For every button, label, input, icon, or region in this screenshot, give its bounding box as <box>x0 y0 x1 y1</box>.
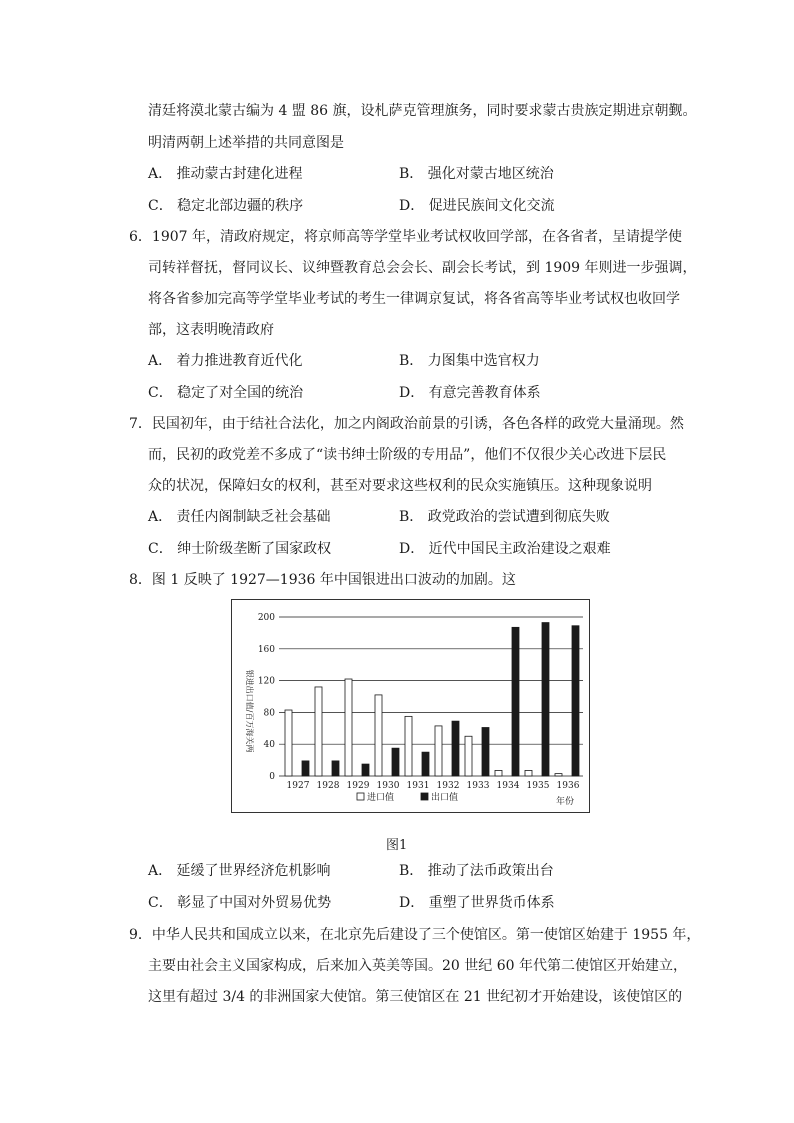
legend-label: 出口值 <box>431 793 459 803</box>
question-8-text-line-1: 8．图 1 反映了 1927—1936 年中国银进出口波动的加剧。这 <box>129 572 516 588</box>
legend-label: 进口值 <box>367 793 395 803</box>
chart-legend <box>357 791 458 803</box>
q5-option-b[interactable]: B． 强化对蒙古地区统治 <box>399 166 554 182</box>
question-7-text-line-1: 7．民国初年，由于结社合法化，加之内阁政治前景的引诱，各色各样的政党大量涌现。然 <box>129 416 684 432</box>
q6-option-a[interactable]: A． 着力推进教育近代化 <box>148 353 303 369</box>
import-bar-1936 <box>555 774 562 776</box>
export-bar-1932 <box>452 721 459 776</box>
export-bar-1931 <box>422 752 429 776</box>
question-6-text-line-4: 部，这表明晚清政府 <box>148 322 274 338</box>
question-6-text-line-1: 6．1907 年，清政府规定，将京师高等学堂毕业考试权收回学部，在各省者，呈请提学使 <box>129 229 682 245</box>
q7-option-b[interactable]: B． 政党政治的尝试遭到彻底失败 <box>399 509 610 525</box>
import-bar-1933 <box>465 736 472 776</box>
q6-option-b[interactable]: B． 力图集中选官权力 <box>399 353 540 369</box>
question-9-text-line-3: 这里有超过 3/4 的非洲国家大使馆。第三使馆区在 21 世纪初才开始建设，该使馆区的 <box>148 989 683 1005</box>
q8-option-d[interactable]: D． 重塑了世界货币体系 <box>399 895 555 911</box>
x-tick-label: 1933 <box>466 781 490 791</box>
q5-option-a[interactable]: A． 推动蒙古封建化进程 <box>148 166 303 182</box>
legend-swatch <box>357 793 364 800</box>
figure-1-chart <box>231 599 590 813</box>
y-tick-label: 40 <box>263 740 275 751</box>
import-bar-1934 <box>495 770 502 776</box>
export-bar-1935 <box>542 623 549 776</box>
q7-option-a[interactable]: A． 责任内阁制缺乏社会基础 <box>148 509 331 525</box>
y-tick-label: 200 <box>257 613 275 623</box>
question-5-text-line-1: 清廷将漠北蒙古编为 4 盟 86 旗，设札萨克管理旗务，同时要求蒙古贵族定期进京朝觐。 <box>148 103 697 119</box>
y-tick-label: 160 <box>257 644 275 655</box>
export-bar-1927 <box>302 761 309 776</box>
question-9-text-line-2: 主要由社会主义国家构成，后来加入英美等国。20 世纪 60 年代第二使馆区开始建立， <box>148 958 687 974</box>
question-7-text-line-3: 众的状况，保障妇女的权利，甚至对要求这些权利的民众实施镇压。这种现象说明 <box>148 478 652 494</box>
export-bar-1930 <box>392 748 399 776</box>
x-tick-label: 1931 <box>406 781 430 791</box>
import-bar-1935 <box>525 770 532 776</box>
export-bar-1936 <box>572 626 579 776</box>
question-9-text-line-1: 9．中华人民共和国成立以来，在北京先后建设了三个使馆区。第一使馆区始建于 1955 年， <box>129 927 701 943</box>
x-tick-label: 1935 <box>526 781 550 791</box>
export-bar-1928 <box>332 761 339 776</box>
export-bar-1934 <box>512 627 519 776</box>
question-7-text-line-2: 而，民初的政党差不多成了“读书绅士阶级的专用品”，他们不仅很少关心改进下层民 <box>148 447 667 463</box>
x-axis-label: 年份 <box>555 797 575 807</box>
import-bar-1928 <box>315 687 322 776</box>
y-tick-label: 80 <box>263 708 275 719</box>
import-bar-1932 <box>435 726 442 776</box>
q5-option-d[interactable]: D． 促进民族间文化交流 <box>399 198 555 214</box>
q8-option-a[interactable]: A． 延缓了世界经济危机影响 <box>148 863 331 879</box>
q6-option-c[interactable]: C． 稳定了对全国的统治 <box>148 385 304 401</box>
q7-option-c[interactable]: C． 绅士阶级垄断了国家政权 <box>148 541 332 557</box>
x-tick-label: 1936 <box>556 781 580 791</box>
figure-caption: 图1 <box>386 838 408 853</box>
import-bar-1927 <box>285 710 292 776</box>
y-axis-label: 银进出口值/百万海关两 <box>245 669 254 753</box>
q7-option-d[interactable]: D． 近代中国民主政治建设之艰难 <box>399 541 611 557</box>
export-bar-1929 <box>362 764 369 776</box>
import-bar-1931 <box>405 716 412 776</box>
question-6-text-line-3: 将各省参加完高等学堂毕业考试的考生一律调京复试，将各省高等毕业考试权也收回学 <box>148 291 680 307</box>
x-tick-label: 1928 <box>316 781 340 791</box>
legend-swatch <box>421 793 428 800</box>
x-tick-label: 1929 <box>346 781 370 791</box>
x-tick-label: 1930 <box>376 781 400 791</box>
import-bar-1929 <box>345 679 352 776</box>
x-tick-label: 1927 <box>286 781 310 791</box>
q8-option-b[interactable]: B． 推动了法币政策出台 <box>399 863 554 879</box>
export-bar-1933 <box>482 728 489 776</box>
q8-option-c[interactable]: C． 彰显了中国对外贸易优势 <box>148 895 332 911</box>
x-tick-label: 1934 <box>496 781 520 791</box>
q5-option-c[interactable]: C． 稳定北部边疆的秩序 <box>148 198 304 214</box>
y-tick-label: 120 <box>257 676 275 687</box>
question-6-text-line-2: 司转祥督抚，督同议长、议绅暨教育总会会长、副会长考试，到 1909 年则进一步强调， <box>148 260 697 276</box>
question-5-text-line-2: 明清两朝上述举措的共同意图是 <box>148 135 344 151</box>
y-tick-label: 0 <box>269 772 275 782</box>
q6-option-d[interactable]: D． 有意完善教育体系 <box>399 385 541 401</box>
import-bar-1930 <box>375 695 382 776</box>
x-tick-label: 1932 <box>436 781 460 791</box>
